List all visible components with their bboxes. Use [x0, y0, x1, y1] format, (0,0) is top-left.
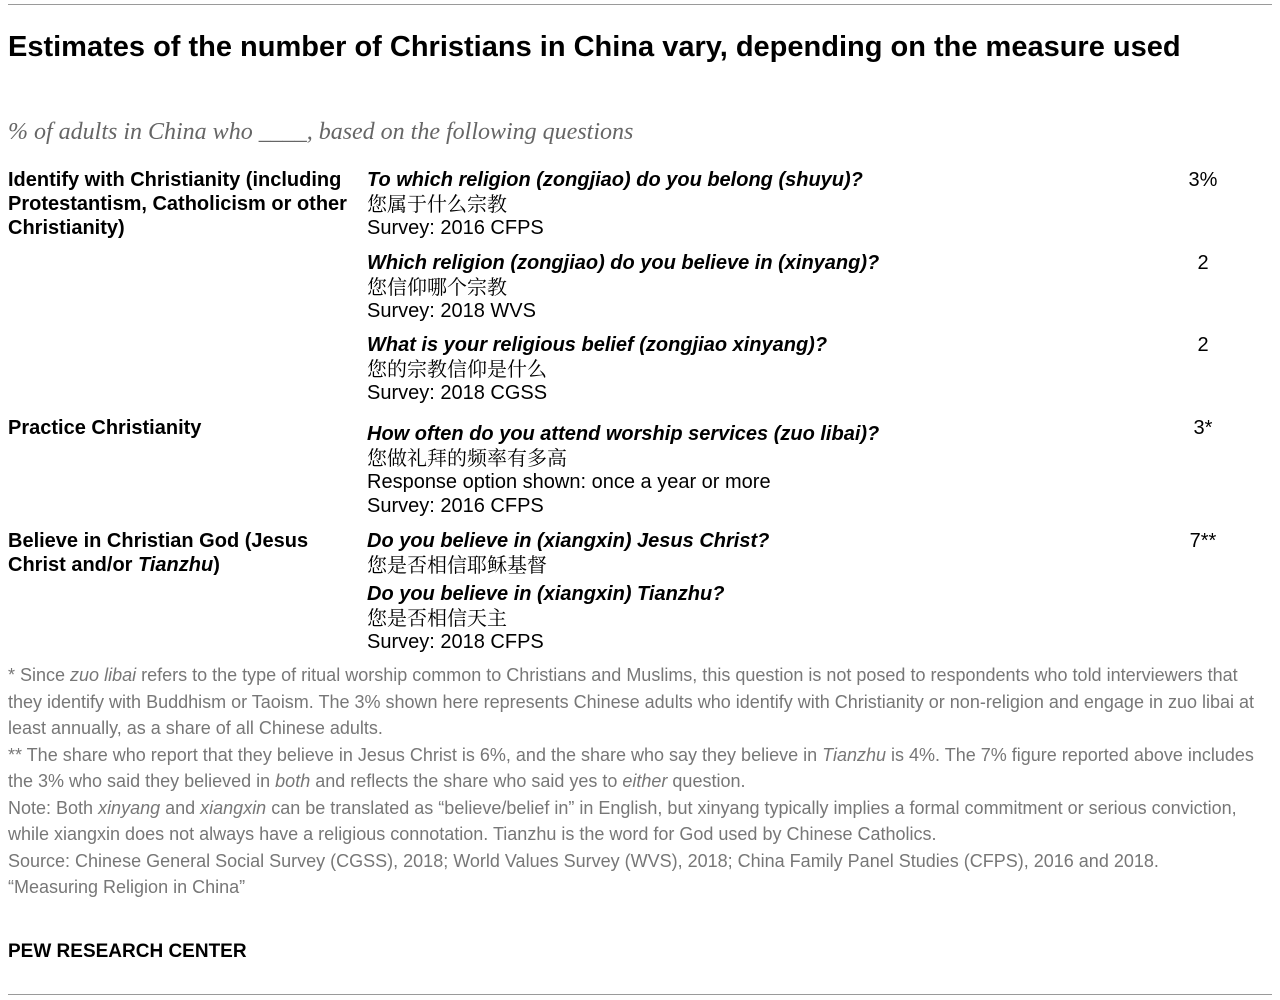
- source-note: Source: Chinese General Social Survey (CGSS), 2018; World Values Survey (WVS), 2018; China Family Panel Studies (CFPS), 2016 and 2018.: [8, 850, 1159, 871]
- survey-source: Survey: 2016 CFPS: [367, 495, 544, 517]
- question-chinese: 您是否相信耶稣基督: [367, 553, 547, 577]
- response-option: Response option shown: once a year or more: [367, 471, 771, 493]
- category-text: Believe in Christian God (Jesus Christ and/or: [8, 530, 309, 576]
- question-block: [367, 168, 1167, 240]
- survey-source: Survey: 2018 CGSS: [367, 382, 548, 404]
- note-text: question.: [667, 771, 746, 791]
- note-italic: xinyang: [98, 797, 161, 818]
- note-text: and: [160, 797, 201, 818]
- note-text: ** The share who report that they believe in Jesus Christ is 6%, and the share who say they believe in: [8, 744, 823, 765]
- footnotes: [8, 662, 1268, 901]
- category-italic-term: Tianzhu: [138, 554, 214, 576]
- note-italic: xiangxin: [200, 797, 267, 818]
- top-rule: [8, 4, 1272, 5]
- row-category-label: [8, 529, 363, 577]
- value-cell: 2: [1197, 252, 1209, 274]
- question-english: Do you believe in (xiangxin) Jesus Christ?: [367, 530, 770, 552]
- value-cell: 7**: [1189, 530, 1217, 552]
- question-chinese: 您的宗教信仰是什么: [367, 357, 547, 381]
- question-block: [367, 333, 1167, 405]
- survey-source: Survey: 2018 CFPS: [367, 631, 544, 653]
- question-block: [367, 251, 1167, 323]
- note-text: and reflects the share who said yes to: [310, 771, 623, 791]
- note-italic: zuo libai: [70, 665, 137, 685]
- question-chinese: 您信仰哪个宗教: [367, 275, 507, 299]
- note-text: can be translated as “believe/belief in” in English, but xinyang typically implies a formal commitment or serious conviction, while xiangxin does not always have a religious connotation. Tianzhu is the word for God used by Chinese Catholics.: [8, 797, 1237, 844]
- value-cell: 3*: [1193, 417, 1213, 439]
- footnote-single-asterisk: [8, 662, 1268, 742]
- note-italic: Tianzhu: [822, 744, 887, 765]
- survey-source: Survey: 2018 WVS: [367, 300, 536, 322]
- question-chinese: 您属于什么宗教: [367, 192, 507, 216]
- row-category-label: Identify with Christianity (including Protestantism, Catholicism or other Christianity): [8, 169, 347, 239]
- question-block: [367, 529, 1167, 577]
- survey-source: Survey: 2016 CFPS: [367, 217, 544, 239]
- note-text: Note: Both: [8, 797, 99, 818]
- report-title: “Measuring Religion in China”: [8, 877, 246, 897]
- question-block: [367, 582, 1167, 654]
- note-text: is 4%. The 7% figure reported above includes the 3% who said they believed in: [8, 744, 1254, 791]
- question-english: Which religion (zongjiao) do you believe in (xinyang)?: [367, 252, 880, 274]
- chart-title: Estimates of the number of Christians in China vary, depending on the measure used: [8, 31, 1181, 63]
- question-chinese: 您是否相信天主: [367, 606, 507, 630]
- note-text: * Since: [8, 665, 71, 685]
- footnote-double-asterisk: [8, 742, 1268, 795]
- question-chinese: 您做礼拜的频率有多高: [367, 446, 567, 470]
- note: [8, 795, 1268, 848]
- note-text: refers to the type of ritual worship common to Christians and Muslims, this question is not posed to respondents who told interviewers that they identify with Buddhism or Taoism. The 3% shown here represents Chinese adults who identify with Christianity or non-religion and engage in zuo libai at least annually, as a share of all Chinese adults.: [8, 665, 1255, 738]
- question-english: Do you believe in (xiangxin) Tianzhu?: [367, 583, 725, 605]
- pew-research-center-logo: PEW RESEARCH CENTER: [8, 941, 247, 962]
- value-cell: 2: [1197, 334, 1209, 356]
- note-italic: both: [275, 771, 311, 791]
- bottom-rule: [8, 994, 1272, 995]
- question-block: [367, 422, 1167, 518]
- row-category-label: Practice Christianity: [8, 417, 202, 439]
- note-italic: either: [622, 771, 668, 791]
- question-english: What is your religious belief (zongjiao xinyang)?: [367, 334, 828, 356]
- question-english: To which religion (zongjiao) do you belong (shuyu)?: [367, 169, 863, 191]
- chart-subtitle: % of adults in China who ____, based on the following questions: [8, 119, 634, 145]
- question-english: How often do you attend worship services (zuo libai)?: [367, 423, 880, 445]
- category-text-end: ): [213, 554, 220, 576]
- value-cell: 3%: [1188, 169, 1218, 191]
